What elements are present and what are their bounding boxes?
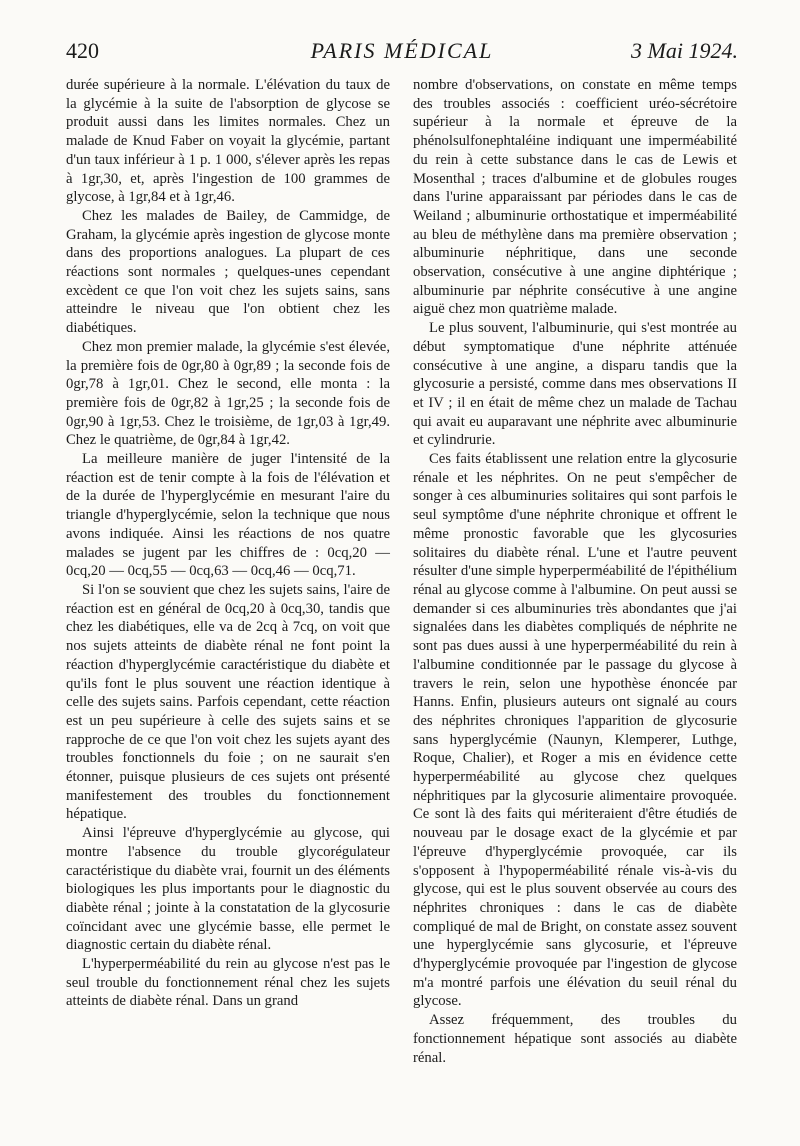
paragraph: Le plus souvent, l'albuminurie, qui s'est montrée au début symptomatique d'une néphrite atténuée consécutive à une angine, a disparu tandis que la glycosurie a persisté, comme dans mes observations II et IV ; il en était de même chez un malade de Tachau qui avait eu auparavant une néphrite avec albuminurie et cylindrurie. [413, 320, 737, 449]
right-column [413, 76, 737, 1067]
paragraph: Chez les malades de Bailey, de Cammidge, de Graham, la glycémie après ingestion de glycose monte dans des proportions analogues. La plupart de ces réactions sont normales ; quelques-unes cependant excèdent ce que l'on voit chez les sujets sains, sans atteindre le niveau que l'on obtient chez les diabétiques. [66, 207, 390, 337]
left-column [66, 76, 390, 1011]
journal-title: PARIS MÉDICAL [310, 38, 494, 63]
paragraph: L'hyperperméabilité du rein au glycose n'est pas le seul trouble du fonctionnement rénal chez les sujets atteints de diabète rénal. Dans un grand [66, 956, 390, 1010]
paragraph: Si l'on se souvient que chez les sujets sains, l'aire de réaction est en général de 0cq,20 à 0cq,30, tandis que chez les diabétiques, elle va de 2cq à 7cq, on voit que nos sujets atteints de diabète rénal ne font point la réaction d'hyperglycémie caractéristique du diabète et qu'ils font le plus souvent une réaction identique à celle des sujets sains. Parfois cependant, cette réaction est un peu supérieure à celle des sujets sains et se rapproche de ce que l'on voit chez les sujets ayant des troubles fonctionnels du foie ; on ne saurait s'en étonner, puisque plusieurs de ces sujets ont présenté manifestement des troubles du fonctionnement hépatique. [66, 581, 390, 823]
page-number: 420 [66, 38, 99, 63]
paragraph: durée supérieure à la normale. L'élévation du taux de la glycémie à la suite de l'absorption de glycose se produit aussi dans les limites normales. Chez un malade de Knud Faber on voyait la glycémie, partant d'un taux inférieur à 1 p. 1 000, s'élever après les repas à 1gr,30, et, après l'ingestion de 100 grammes de glycose, à 1gr,84 et à 1gr,46. [66, 77, 390, 206]
paragraph: nombre d'observations, on constate en même temps des troubles associés : coefficient uréo-sécrétoire supérieur à la normale et épreuve de la phénolsulfonephtaléine indiquant une imperméabilité du rein à cette substance dans le cas de Lewis et Mosenthal ; traces d'albumine et de globules rouges dans l'urine apparaissant par périodes dans le cas de Weiland ; albuminurie orthostatique et imperméabilité au bleu de méthylène dans ma première observation ; albuminurie néphritique, dans une seconde observation, consécutive à une angine diphtérique ; albuminurie par néphrite consécutive à une angine aiguë chez mon quatrième malade. [413, 77, 737, 318]
paragraph: Chez mon premier malade, la glycémie s'est élevée, la première fois de 0gr,80 à 0gr,89 ; la seconde fois de 0gr,78 à 1gr,01. Chez le second, elle monta : la première fois de 0gr,82 à 1gr,25 ; la seconde fois de 0gr,90 à 1gr,53. Chez le troisième, de 1gr,03 à 1gr,49. Chez le quatrième, de 0gr,84 à 1gr,42. [66, 338, 390, 449]
running-header [66, 38, 738, 72]
paragraph: Ces faits établissent une relation entre la glycosurie rénale et les néphrites. On ne peut s'empêcher de songer à ces albuminuries solitaires qui sont parfois le seul symptôme d'une néphrite chronique et offrent le même pronostic favorable que les glycosuries solitaires du diabète rénal. L'une et l'autre peuvent résulter d'une simple hyperperméabilité de l'épithélium rénal au glycose comme à l'albumine. On peut aussi se demander si ces albuminuries très abondantes que j'ai signalées dans les diabètes compliqués de néphrite ne sont pas dues aussi à une hyperperméabilité du rein à l'albumine conditionnée par le passage du glycose à travers le rein, selon une hypothèse énoncée par Hanns. Enfin, plusieurs auteurs ont signalé au cours des néphrites chroniques l'apparition de glycosurie sans hyperglycémie (Naunyn, Klemperer, Luthge, Roque, Chalier), et Roger a mis en évidence cette hyperperméabilité au glycose chez quelques néphritiques par la glycosurie alimentaire provoquée. Ce sont là des faits qui mériteraient d'être étudiés de nouveau par le dosage exact de la glycémie et par l'épreuve d'hyperglycémie provoquée, car ils s'opposent à l'hypoperméabilité rénale vis-à-vis du glycose, qui est le plus souvent observée au cours des néphrites chroniques : dans le cas de diabète compliqué de mal de Bright, on constate assez souvent une hyperglycémie sans glycosurie, et l'épreuve d'hyperglycémie provoquée par l'ingestion de glycose m'a montré parfois une élévation du seuil rénal du glycose. [413, 451, 737, 1010]
paragraph: Ainsi l'épreuve d'hyperglycémie au glycose, qui montre l'absence du trouble glycorégulateur caractéristique du diabète vrai, fournit un des éléments biologiques les plus importants pour le diagnostic du diabète rénal ; jointe à la constatation de la glycosurie coïncidant avec une glycémie basse, elle permet le diagnostic certain du diabète rénal. [66, 825, 390, 954]
issue-date: 3 Mai 1924. [631, 38, 738, 63]
paragraph: Assez fréquemment, des troubles du fonctionnement hépatique sont associés au diabète rénal. [413, 1012, 737, 1066]
paragraph: La meilleure manière de juger l'intensité de la réaction est de tenir compte à la fois de l'élévation et de la durée de l'hyperglycémie en mesurant l'aire du triangle d'hyperglycémie, selon la technique que nous avons indiquée. Ainsi les réactions de nos quatre malades se jugent par les chiffres de : 0cq,20 — 0cq,20 — 0cq,55 — 0cq,63 — 0cq,46 — 0cq,71. [66, 451, 390, 580]
